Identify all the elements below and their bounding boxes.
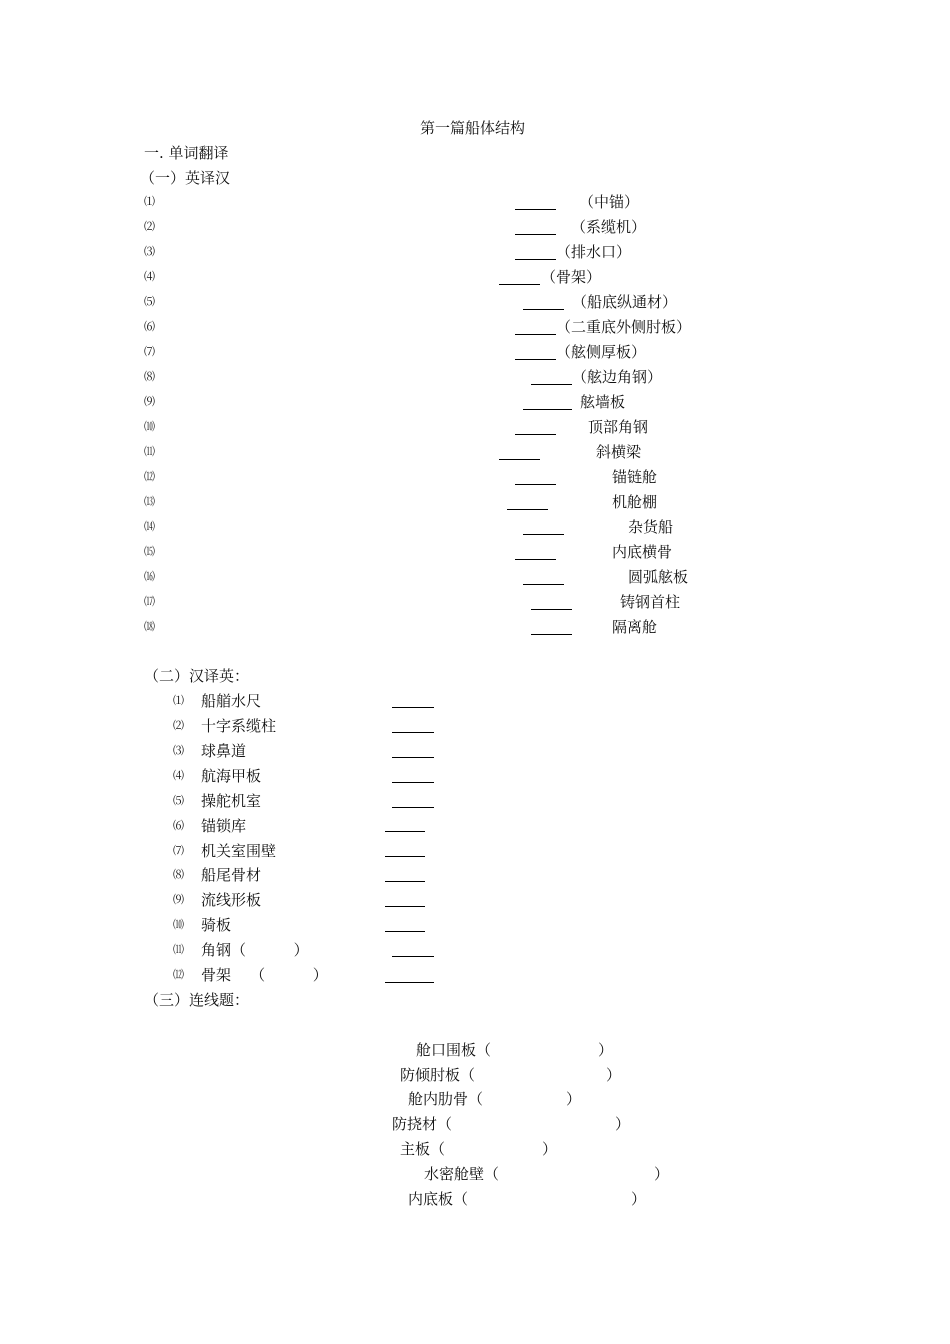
item-text: 船尾骨材 [201, 866, 262, 884]
answer-blank[interactable] [392, 807, 434, 808]
item-number: ⑼ [144, 395, 155, 408]
match-close[interactable]: ） [606, 1066, 622, 1084]
item-number: ⑸ [173, 794, 184, 807]
match-label: 水密舱壁（ [424, 1165, 500, 1183]
match-close[interactable]: ） [566, 1090, 582, 1108]
item-text: （中锚） [579, 193, 640, 211]
match-label: 内底板（ [408, 1190, 469, 1208]
item-number: ⑽ [144, 420, 155, 433]
part2-heading: （二）汉译英： [144, 667, 250, 685]
answer-blank[interactable] [385, 982, 434, 983]
answer-blank[interactable] [392, 707, 434, 708]
match-close[interactable]: ） [631, 1190, 647, 1208]
item-number: ⒀ [144, 495, 155, 508]
match-label: 主板（ [400, 1140, 446, 1158]
item-number: ⑹ [173, 819, 184, 832]
answer-blank[interactable] [515, 209, 556, 210]
answer-blank[interactable] [385, 831, 425, 832]
section-heading: 一. 单词翻译 [144, 144, 229, 162]
answer-blank[interactable] [515, 434, 556, 435]
item-text: 内底横骨 [612, 543, 673, 561]
answer-blank[interactable] [523, 584, 564, 585]
item-number: ⑶ [173, 744, 184, 757]
match-close[interactable]: ） [598, 1041, 614, 1059]
answer-blank[interactable] [385, 906, 425, 907]
item-number: ⑻ [144, 370, 155, 383]
item-text: （船底纵通材） [572, 293, 678, 311]
item-number: ⑴ [144, 195, 155, 208]
item-text: 舷墙板 [580, 393, 626, 411]
answer-blank[interactable] [507, 509, 548, 510]
page-title: 第一篇船体结构 [420, 119, 526, 137]
item-text: （排水口） [556, 243, 632, 261]
item-number: ⑽ [173, 918, 184, 931]
item-number: ⑾ [173, 943, 184, 956]
item-text: 隔离舱 [612, 618, 658, 636]
answer-blank[interactable] [523, 409, 572, 410]
answer-blank[interactable] [515, 259, 556, 260]
item-text: （舷侧厚板） [556, 343, 647, 361]
item-number: ⑾ [144, 445, 155, 458]
answer-blank[interactable] [392, 732, 434, 733]
match-close[interactable]: ） [654, 1165, 670, 1183]
item-text: 角钢（ ） [201, 941, 309, 959]
answer-blank[interactable] [385, 881, 425, 882]
part1-heading: （一）英译汉 [140, 169, 231, 187]
item-number: ⒄ [144, 595, 155, 608]
match-label: 防挠材（ [392, 1115, 453, 1133]
answer-blank[interactable] [515, 234, 556, 235]
item-number: ⑸ [144, 295, 155, 308]
item-text: 顶部角钢 [588, 418, 649, 436]
item-number: ⑴ [173, 694, 184, 707]
item-number: ⑿ [144, 470, 155, 483]
item-number: ⒃ [144, 570, 155, 583]
answer-blank[interactable] [523, 534, 564, 535]
match-close[interactable]: ） [615, 1115, 631, 1133]
answer-blank[interactable] [499, 459, 540, 460]
answer-blank[interactable] [392, 956, 434, 957]
answer-blank[interactable] [531, 634, 572, 635]
item-text: 锚锁库 [201, 817, 247, 835]
item-text: 机关室围壁 [201, 842, 277, 860]
item-number: ⑷ [144, 270, 155, 283]
answer-blank[interactable] [499, 284, 540, 285]
match-close[interactable]: ） [542, 1140, 558, 1158]
item-text: （舷边角钢） [572, 368, 663, 386]
item-number: ⑼ [173, 893, 184, 906]
answer-blank[interactable] [385, 856, 425, 857]
item-number: ⒂ [144, 545, 155, 558]
item-number: ⒁ [144, 520, 155, 533]
item-number: ⑷ [173, 769, 184, 782]
item-text: 杂货船 [628, 518, 674, 536]
item-number: ⑻ [173, 868, 184, 881]
item-text: 球鼻道 [201, 742, 247, 760]
item-text: （骨架） [541, 268, 602, 286]
item-text: 骑板 [201, 916, 232, 934]
answer-blank[interactable] [392, 757, 434, 758]
item-number: ⑶ [144, 245, 155, 258]
item-text: 流线形板 [201, 891, 262, 909]
answer-blank[interactable] [392, 782, 434, 783]
answer-blank[interactable] [515, 334, 556, 335]
answer-blank[interactable] [531, 609, 572, 610]
match-label: 防倾肘板（ [400, 1066, 476, 1084]
item-text: （二重底外侧肘板） [556, 318, 692, 336]
item-number: ⑺ [173, 844, 184, 857]
item-number: ⒅ [144, 620, 155, 633]
item-number: ⑵ [144, 220, 155, 233]
item-text: 船艏水尺 [201, 692, 262, 710]
item-number: ⑺ [144, 345, 155, 358]
item-text: 圆弧舷板 [628, 568, 689, 586]
part3-heading: （三）连线题： [144, 991, 250, 1009]
answer-blank[interactable] [515, 359, 556, 360]
item-number: ⑿ [173, 968, 184, 981]
answer-blank[interactable] [531, 384, 572, 385]
item-text: 十字系缆柱 [201, 717, 277, 735]
answer-blank[interactable] [515, 484, 556, 485]
match-label: 舱口围板（ [416, 1041, 492, 1059]
answer-blank[interactable] [515, 559, 556, 560]
item-text: （系缆机） [571, 218, 647, 236]
item-number: ⑵ [173, 719, 184, 732]
item-text: 锚链舱 [612, 468, 658, 486]
answer-blank[interactable] [385, 931, 425, 932]
item-text: 骨架 （ ） [201, 966, 328, 984]
answer-blank[interactable] [523, 309, 564, 310]
item-text: 操舵机室 [201, 792, 262, 810]
item-text: 航海甲板 [201, 767, 262, 785]
match-label: 舱内肋骨（ [408, 1090, 484, 1108]
item-text: 机舱棚 [612, 493, 658, 511]
item-number: ⑹ [144, 320, 155, 333]
item-text: 铸钢首柱 [620, 593, 681, 611]
item-text: 斜横梁 [596, 443, 642, 461]
